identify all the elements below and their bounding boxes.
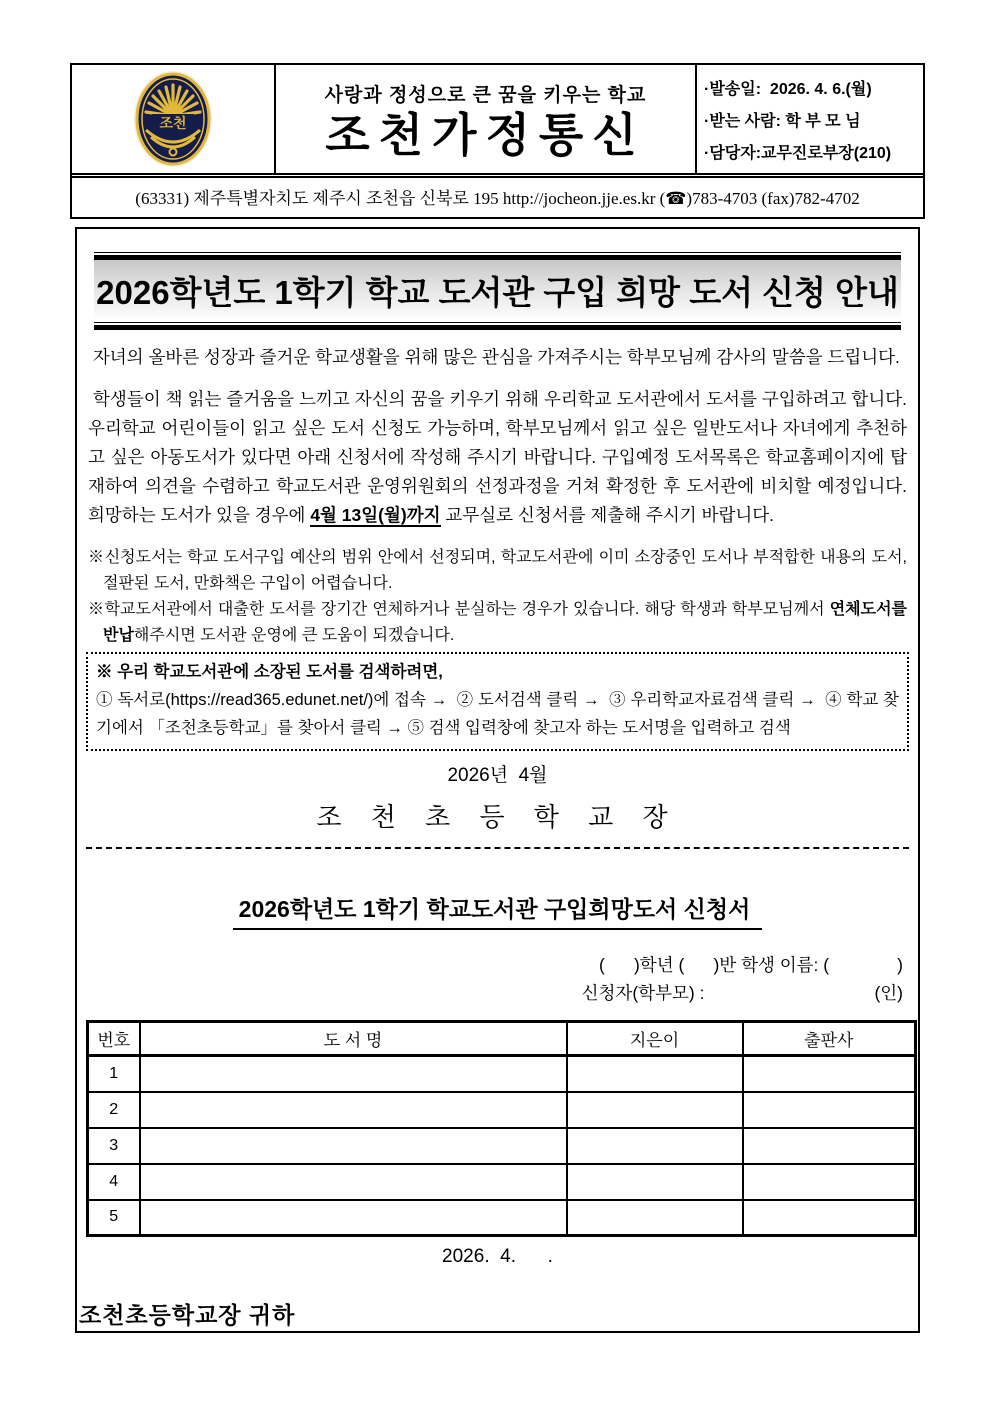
notice-title-banner: [94, 252, 901, 330]
cell-author: [567, 1128, 743, 1164]
header-top-row: [72, 65, 923, 173]
greeting-paragraph: 자녀의 올바른 성장과 즐거운 학교생활을 위해 많은 관심을 가져주시는 학부모님께 감사의 말씀을 드립니다.: [88, 347, 900, 367]
note-selection-criteria: ※신청도서는 학교 도서구입 예산의 범위 안에서 선정되며, 학교도서관에 이미 소장중인 도서나 부적합한 내용의 도서, 절판된 도서, 만화책은 구입이 어렵습니다.: [88, 549, 912, 592]
cell-book-title: [140, 1200, 567, 1236]
notice-body-box: [75, 227, 920, 1333]
cell-number: 3: [88, 1128, 140, 1164]
school-emblem-icon: [133, 70, 213, 168]
book-request-table: [86, 1020, 917, 1237]
note2-tail: 해주시면 도서관 운영에 큰 도움이 되겠습니다.: [133, 627, 455, 644]
principal-signature: 조 천 초 등 학 교 장: [316, 802, 679, 832]
issue-date: 2026년 4월: [447, 765, 548, 786]
school-address: (63331) 제주특별자치도 제주시 조천읍 신북로 195 http://jocheon.jje.es.kr (☎)783-4703 (fax)782-4702: [72, 173, 923, 217]
cell-number: 2: [88, 1092, 140, 1128]
main-paragraph: [88, 385, 912, 530]
newsletter-header: [70, 63, 925, 219]
emblem-text: 조천: [159, 115, 187, 131]
recipient-line: ·받는 사람: 학 부 모 님: [704, 113, 861, 130]
form-recipient: 조천초등학교장 귀하: [79, 1302, 296, 1328]
col-header-number: 번호: [88, 1022, 140, 1056]
form-submit-date: 2026. 4. .: [442, 1246, 553, 1267]
cell-publisher: [743, 1056, 916, 1092]
cell-number: 5: [88, 1200, 140, 1236]
newsletter-title: 조천가정통신: [325, 108, 646, 161]
col-header-publisher: 출판사: [743, 1022, 916, 1056]
notice-title: 2026학년도 1학기 학교 도서관 구입 희망 도서 신청 안내: [94, 255, 901, 323]
seal-mark: (인): [874, 983, 903, 1003]
cell-author: [567, 1092, 743, 1128]
cell-book-title: [140, 1056, 567, 1092]
search-guide-steps: ① 독서로(https://read365.edunet.net/)에 접속 → ② 도서검색 클릭 → ③ 우리학교자료검색 클릭 → ④ 학교 찾기에서 「조천초등학교」를 찾아서 클릭 → ⑤ 검색 입력창에 찾고자 하는 도서명을 입력하고 검색: [96, 691, 899, 737]
title-cell: [276, 65, 697, 173]
cell-publisher: [743, 1200, 916, 1236]
table-row: [88, 1164, 916, 1200]
main-paragraph-tail: 교무실로 신청서를 제출해 주시기 바랍니다.: [440, 505, 775, 525]
cell-number: 4: [88, 1164, 140, 1200]
table-row: [88, 1128, 916, 1164]
col-header-author: 지은이: [567, 1022, 743, 1056]
note2-text: ※학교도서관에서 대출한 도서를 장기간 연체하거나 분실하는 경우가 있습니다. 해당 학생과 학부모님께서: [88, 601, 830, 618]
cell-book-title: [140, 1128, 567, 1164]
cell-book-title: [140, 1164, 567, 1200]
student-info-fields: ( )학년 ( )반 학생 이름: ( ): [598, 955, 903, 975]
logo-cell: [72, 65, 276, 173]
send-date-line: ·발송일: 2026. 4. 6.(월): [704, 81, 872, 98]
cell-publisher: [743, 1128, 916, 1164]
school-slogan: 사랑과 정성으로 큰 꿈을 키우는 학교: [324, 84, 647, 106]
cut-line-separator: [86, 847, 909, 849]
form-title: 2026학년도 1학기 학교도서관 구입희망도서 신청서: [233, 891, 763, 930]
applicant-label: 신청자(학부모) :: [581, 983, 705, 1003]
cell-number: 1: [88, 1056, 140, 1092]
library-search-guide-box: [86, 652, 909, 751]
form-title-row: [86, 891, 909, 930]
dispatch-info-cell: [697, 65, 923, 173]
col-header-book-title: 도 서 명: [140, 1022, 567, 1056]
table-row: [88, 1200, 916, 1236]
cell-author: [567, 1056, 743, 1092]
table-header-row: [88, 1022, 916, 1056]
search-guide-heading: ※ 우리 학교도서관에 소장된 도서를 검색하려면,: [96, 663, 443, 681]
table-row: [88, 1056, 916, 1092]
cell-author: [567, 1200, 743, 1236]
note2-bold-text: 연체도서를 반납: [103, 601, 912, 644]
cell-publisher: [743, 1164, 916, 1200]
note-overdue-books: [88, 597, 912, 649]
cell-publisher: [743, 1092, 916, 1128]
cell-author: [567, 1164, 743, 1200]
deadline-text: 4월 13일(월)까지: [310, 505, 441, 525]
table-row: [88, 1092, 916, 1128]
main-paragraph-text: 학생들이 책 읽는 즐거움을 느끼고 자신의 꿈을 키우기 위해 우리학교 도서관에서 도서를 구입하려고 합니다. 우리학교 어린이들이 읽고 싶은 도서 신청도 가능하며, 학부모님께서 읽고 싶은 일반도서나 자녀에게 추천하고 싶은 아동도서가 있다면 아래 신청서에 작성해 주시기 바랍니다. 구입예정 도서목록은 학교홈페이지에 탑재하여 의견을 수렴하고 학교도서관 운영위원회의 선정과정을 거쳐 확정한 후 도서관에 비치할 예정입니다. 희망하는 도서가 있을 경우에: [88, 389, 912, 525]
notes-section: [88, 545, 912, 649]
applicant-fields: [92, 980, 903, 1005]
cell-book-title: [140, 1092, 567, 1128]
manager-line: ·담당자:교무진로부장(210): [704, 145, 892, 162]
